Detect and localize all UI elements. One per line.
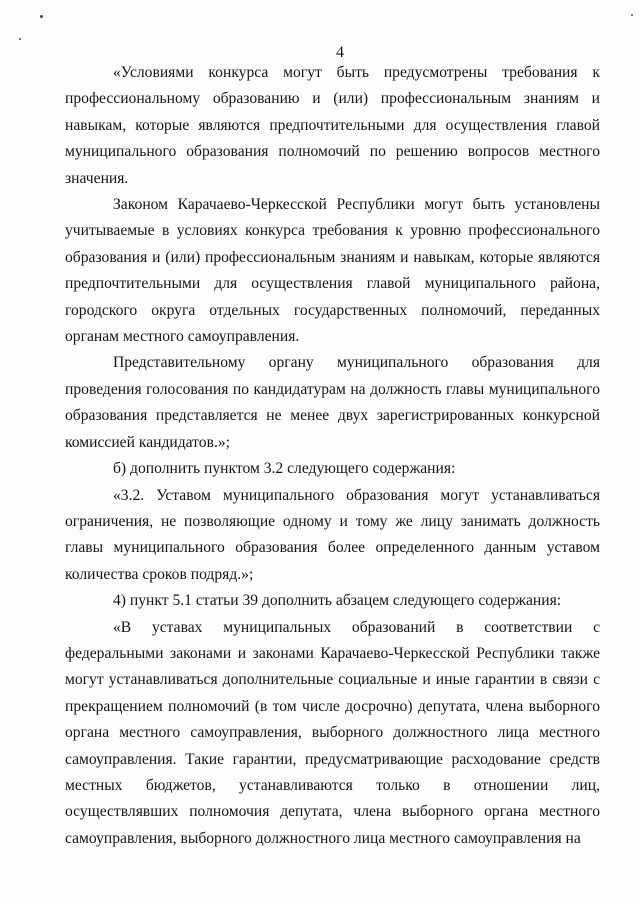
paragraph-item-4: 4) пункт 5.1 статьи 39 дополнить абзацем следующего содержания: [113,592,562,610]
scan-speck [631,14,633,16]
scan-speck [40,15,43,18]
paragraph-contest-conditions: «Условиями конкурса могут быть предусмотрены требования к профессиональному образованию и (или) профессиональным знаниям и навыкам, которые являются предпочтительными для осуществления главой муниципального образования полномочий по решению вопросов местного значения. [65,64,600,187]
page-number: 4 [336,44,344,61]
paragraph-guarantees: «В уставах муниципальных образований в соответствии с федеральными законами и законами Карачаево-Черкесской Республики также могут устанавливаться дополнительные социальные и иные гарантии в связи с прекращением полномочий (в том числе досрочно) депутата, члена выборного органа местного самоуправления, выборного должностного лица местного самоуправления. Такие гарантии, предусматривающие расходование средств местных бюджетов, устанавливаются только в отношении лиц, осуществлявших полномочия депутата, члена выборного органа местного самоуправления, выборного должностного лица местного самоуправления на [65,618,600,847]
body-text [65,60,600,852]
paragraph-item-b: б) дополнить пунктом 3.2 следующего содержания: [113,460,456,478]
paragraph-representative-body: Представительному органу муниципального образования для проведения голосования по кандидатурам на должность главы муниципального образования представляется не менее двух зарегистрированных конкурсной комиссией кандидатов.»; [65,354,600,451]
paragraph-kchr-law: Законом Карачаево-Черкесской Республики могут быть установлены учитываемые в условиях конкурса требования к уровню профессионального образования и (или) профессиональным знаниям и навыкам, которые являются предпочтительными для осуществления главой муниципального района, городского округа отдельных государственных полномочий, переданных органам местного самоуправления. [65,196,600,346]
scan-speck [19,38,21,40]
paragraph-clause-3-2: «3.2. Уставом муниципального образования могут устанавливаться ограничения, не позволяющие одному и тому же лицу занимать должность главы муниципального образования более определенного данным уставом количества сроков подряд.»; [65,486,600,583]
